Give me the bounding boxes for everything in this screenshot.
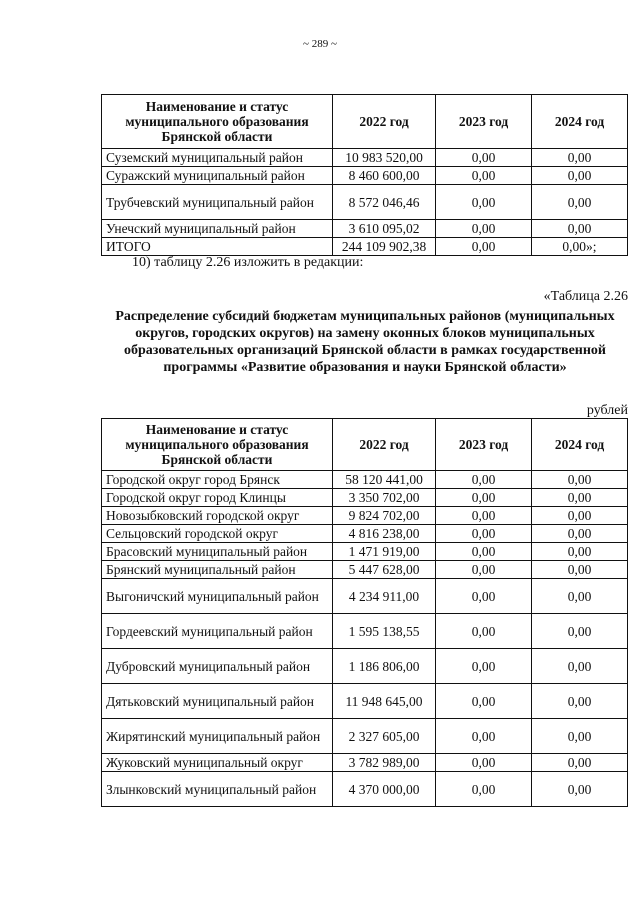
column-header-2023: 2023 год (436, 95, 532, 149)
column-header-municipality: Наименование и статус муниципального образования Брянской области (102, 95, 333, 149)
total-2022: 244 109 902,38 (333, 238, 436, 256)
column-header-2022: 2022 год (333, 95, 436, 149)
municipality-name: Выгоничский муниципальный район (102, 579, 333, 614)
table-row (102, 507, 628, 525)
table-row (102, 754, 628, 772)
value-2022: 10 983 520,00 (333, 149, 436, 167)
value-2024: 0,00 (532, 149, 628, 167)
column-header-2022: 2022 год (333, 419, 436, 471)
table-header-row (102, 95, 628, 149)
value-2023: 0,00 (436, 543, 532, 561)
total-label: ИТОГО (102, 238, 333, 256)
value-2024: 0,00 (532, 525, 628, 543)
value-2023: 0,00 (436, 754, 532, 772)
value-2024: 0,00 (532, 649, 628, 684)
value-2023: 0,00 (436, 167, 532, 185)
column-header-municipality: Наименование и статус муниципального образования Брянской области (102, 419, 333, 471)
value-2022: 1 186 806,00 (333, 649, 436, 684)
value-2022: 4 370 000,00 (333, 772, 436, 807)
value-2023: 0,00 (436, 149, 532, 167)
value-2022: 9 824 702,00 (333, 507, 436, 525)
municipality-name: Новозыбковский городской округ (102, 507, 333, 525)
table-row (102, 489, 628, 507)
table-row (102, 561, 628, 579)
value-2022: 8 460 600,00 (333, 167, 436, 185)
table-row (102, 543, 628, 561)
page-number: ~ 289 ~ (303, 38, 337, 50)
column-header-2023: 2023 год (436, 419, 532, 471)
value-2024: 0,00 (532, 754, 628, 772)
table-row (102, 149, 628, 167)
subsidy-table-continued (101, 94, 628, 256)
value-2022: 3 350 702,00 (333, 489, 436, 507)
amendment-instruction: 10) таблицу 2.26 изложить в редакции: (132, 255, 364, 270)
table-row (102, 185, 628, 220)
value-2022: 8 572 046,46 (333, 185, 436, 220)
municipality-name: Жуковский муниципальный округ (102, 754, 333, 772)
value-2024: 0,00 (532, 167, 628, 185)
value-2024: 0,00 (532, 561, 628, 579)
value-2023: 0,00 (436, 561, 532, 579)
value-2022: 2 327 605,00 (333, 719, 436, 754)
municipality-name: Дубровский муниципальный район (102, 649, 333, 684)
municipality-name: Брянский муниципальный район (102, 561, 333, 579)
value-2024: 0,00 (532, 772, 628, 807)
municipality-name: Суражский муниципальный район (102, 167, 333, 185)
municipality-name: Дятьковский муниципальный район (102, 684, 333, 719)
table-row (102, 649, 628, 684)
municipality-name: Гордеевский муниципальный район (102, 614, 333, 649)
municipality-name: Унечский муниципальный район (102, 220, 333, 238)
value-2024: 0,00 (532, 719, 628, 754)
value-2022: 5 447 628,00 (333, 561, 436, 579)
table-header-row (102, 419, 628, 471)
municipality-name: Злынковский муниципальный район (102, 772, 333, 807)
table-row (102, 772, 628, 807)
value-2024: 0,00 (532, 507, 628, 525)
table-title: Распределение субсидий бюджетам муниципальных районов (муниципальных округов, городских округов) на замену оконных блоков муниципальных образовательных организаций Брянской области в рамках государственной программы «Развитие образования и науки Брянской области» (115, 309, 615, 375)
municipality-name: Сельцовский городской округ (102, 525, 333, 543)
value-2024: 0,00 (532, 579, 628, 614)
column-header-2024: 2024 год (532, 95, 628, 149)
municipality-name: Брасовский муниципальный район (102, 543, 333, 561)
total-2023: 0,00 (436, 238, 532, 256)
value-2022: 4 816 238,00 (333, 525, 436, 543)
value-2023: 0,00 (436, 772, 532, 807)
municipality-name: Суземский муниципальный район (102, 149, 333, 167)
value-2024: 0,00 (532, 489, 628, 507)
value-2022: 3 610 095,02 (333, 220, 436, 238)
value-2022: 11 948 645,00 (333, 684, 436, 719)
value-2022: 1 595 138,55 (333, 614, 436, 649)
units-label: рублей (586, 403, 628, 418)
table-row (102, 471, 628, 489)
value-2023: 0,00 (436, 614, 532, 649)
column-header-2024: 2024 год (532, 419, 628, 471)
subsidy-table (101, 418, 628, 807)
value-2022: 3 782 989,00 (333, 754, 436, 772)
value-2024: 0,00 (532, 684, 628, 719)
value-2023: 0,00 (436, 507, 532, 525)
table-row (102, 167, 628, 185)
table-row (102, 525, 628, 543)
value-2023: 0,00 (436, 489, 532, 507)
value-2022: 4 234 911,00 (333, 579, 436, 614)
value-2024: 0,00 (532, 543, 628, 561)
value-2024: 0,00 (532, 185, 628, 220)
value-2024: 0,00 (532, 220, 628, 238)
value-2023: 0,00 (436, 185, 532, 220)
municipality-name: Городской округ город Клинцы (102, 489, 333, 507)
table-label: «Таблица 2.26 (543, 289, 628, 304)
value-2024: 0,00 (532, 471, 628, 489)
value-2023: 0,00 (436, 719, 532, 754)
value-2023: 0,00 (436, 525, 532, 543)
municipality-name: Жирятинский муниципальный район (102, 719, 333, 754)
municipality-name: Трубчевский муниципальный район (102, 185, 333, 220)
table-row (102, 719, 628, 754)
value-2022: 1 471 919,00 (333, 543, 436, 561)
table-row (102, 684, 628, 719)
table-row (102, 579, 628, 614)
municipality-name: Городской округ город Брянск (102, 471, 333, 489)
table-row (102, 614, 628, 649)
value-2023: 0,00 (436, 579, 532, 614)
value-2023: 0,00 (436, 684, 532, 719)
value-2022: 58 120 441,00 (333, 471, 436, 489)
table-total-row (102, 238, 628, 256)
value-2023: 0,00 (436, 220, 532, 238)
value-2024: 0,00 (532, 614, 628, 649)
table-row (102, 220, 628, 238)
value-2023: 0,00 (436, 471, 532, 489)
value-2023: 0,00 (436, 649, 532, 684)
total-2024: 0,00»; (532, 238, 628, 256)
